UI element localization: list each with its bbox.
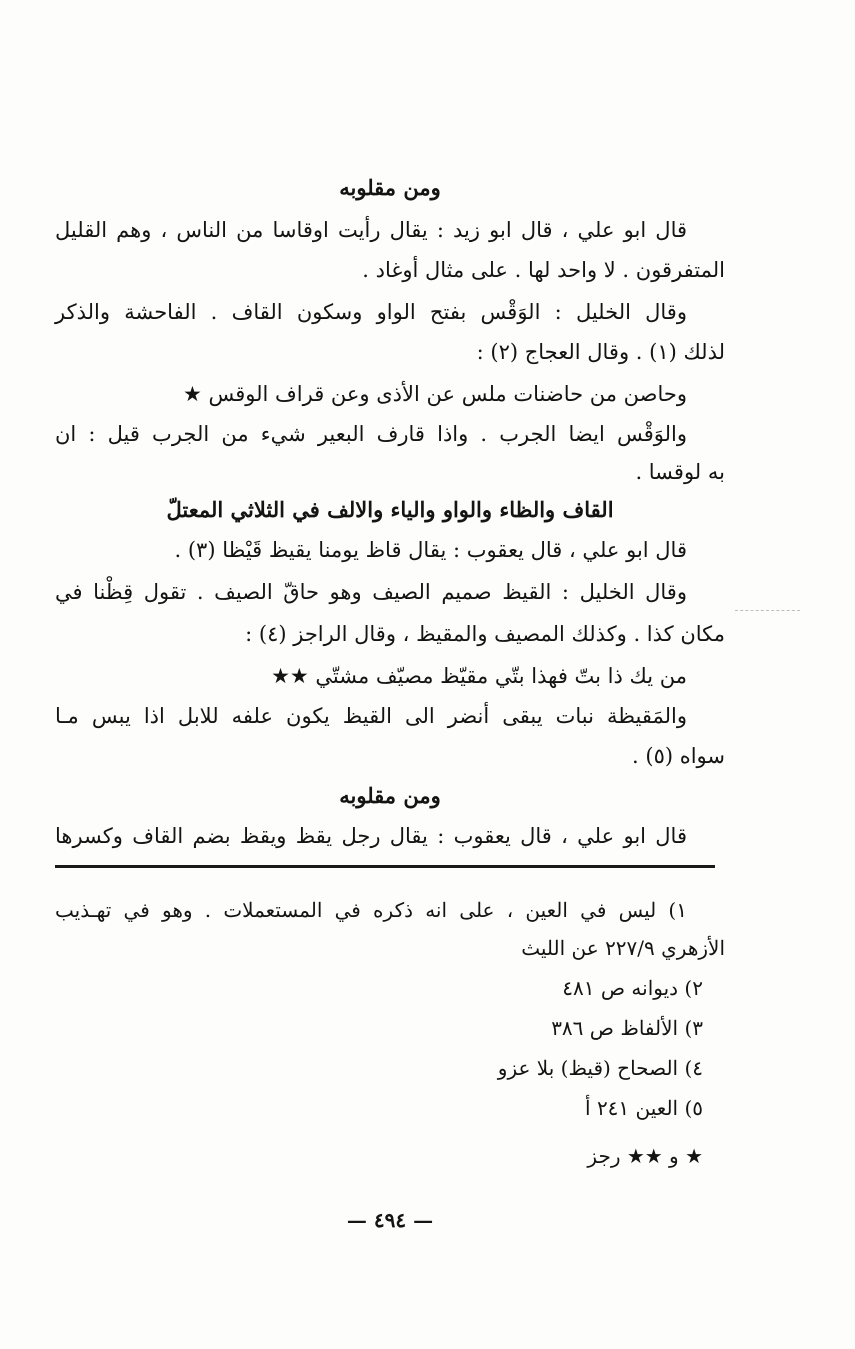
section-heading: ومن مقلوبه xyxy=(339,783,441,808)
body-line: لذلك (١) . وقال العجاج (٢) : xyxy=(476,340,725,364)
footnote: ٤) الصحاح (قيظ) بلا عزو xyxy=(497,1056,703,1080)
footnote: ٣) الألفاظ ص ٣٨٦ xyxy=(551,1016,703,1040)
body-line: قال ابو علي ، قال ابو زيد : يقال رأيت اوقاسا من الناس ، وهم القليل xyxy=(55,218,687,242)
footnote-stars: ★ و ★★ رجز xyxy=(587,1144,703,1168)
footnote: ١) ليس في العين ، على انه ذكره في المستعملات . وهو في تهـذيب xyxy=(55,898,687,922)
section-heading: القاف والظاء والواو والياء والالف في الثلاثي المعتلّ xyxy=(166,497,614,522)
verse-line: وحاصن من حاضنات ملس عن الأذى وعن قراف الوقس ★ xyxy=(182,382,687,406)
footnote: الأزهري ٢٢٧/٩ عن الليث xyxy=(521,936,725,960)
body-line: وقال الخليل : القيظ صميم الصيف وهو حاقّ الصيف . تقول قِظْنا في xyxy=(55,580,687,604)
page-number: — ٤٩٤ — xyxy=(346,1208,434,1232)
margin-mark xyxy=(735,610,800,611)
body-line: سواه (٥) . xyxy=(632,744,725,768)
footnote: ٢) ديوانه ص ٤٨١ xyxy=(562,976,703,1000)
verse-line: من يك ذا بتّ فهذا بتّي مقيّظ مصيّف مشتّي ★★ xyxy=(271,664,687,688)
body-line: قال ابو علي ، قال يعقوب : يقال قاظ يومنا يقيظ قَيْظا (٣) . xyxy=(174,538,687,562)
body-line: قال ابو علي ، قال يعقوب : يقال رجل يقظ ويقظ بضم القاف وكسرها xyxy=(55,824,687,848)
body-line: به لوقسا . xyxy=(635,460,725,484)
footnote: ٥) العين ٢٤١ أ xyxy=(585,1096,703,1120)
body-line: مكان كذا . وكذلك المصيف والمقيظ ، وقال الراجز (٤) : xyxy=(245,622,725,646)
book-page xyxy=(55,0,725,1349)
section-heading: ومن مقلوبه xyxy=(339,175,441,200)
body-line: والوَقْس ايضا الجرب . واذا قارف البعير شيء من الجرب قيل : ان xyxy=(55,422,687,446)
body-line: المتفرقون . لا واحد لها . على مثال أوغاد . xyxy=(362,258,725,282)
body-line: والمَقيظة نبات يبقى أنضر الى القيظ يكون علفه للابل اذا يبس مـا xyxy=(55,704,687,728)
footnote-divider xyxy=(55,865,715,868)
body-line: وقال الخليل : الوَقْس بفتح الواو وسكون القاف . الفاحشة والذكر xyxy=(55,300,687,324)
